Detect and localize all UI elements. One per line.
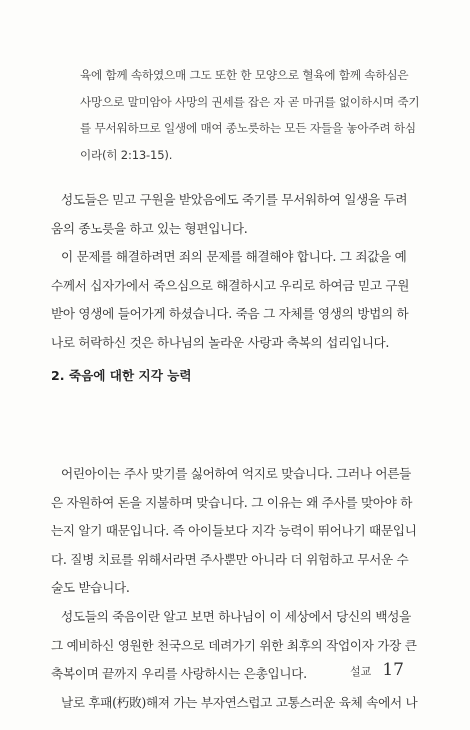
text-line: 은 자원하여 돈을 지불하며 맞습니다. 그 이유는 왜 주사를 맞아야 하 [51,494,413,510]
text-line: 는지 알기 때문입니다. 즉 아이들보다 지각 능력이 뛰어나기 때문입니 [51,523,417,539]
page-footer [350,660,404,680]
running-footer-label: 설교 [350,665,372,678]
text-line: 날로 후패(朽敗)해져 가는 부자연스럽고 고통스러운 육체 속에서 나 [61,694,418,710]
text-line: 축복이며 끝까지 우리를 사랑하시는 은총입니다. [51,666,307,682]
text-line: 수께서 십자가에서 죽으심으로 해결하시고 우리로 하여금 믿고 구원 [51,277,410,293]
text-line: 성도들은 믿고 구원을 받았음에도 죽기를 무서워하여 일생을 두려 [61,192,408,207]
text-line: 이 문제를 해결하려면 죄의 문제를 해결해야 합니다. 그 죄값을 예 [61,249,407,265]
text-line: 그 예비하신 영원한 천국으로 데려가기 위한 최후의 작업이자 가장 큰 [51,637,417,653]
quote-line: 육에 함께 속하였으매 그도 또한 한 모양으로 혈육에 함께 속하심은 [80,68,409,82]
text-line: 나로 허락하신 것은 하나님의 놀라운 사랑과 축복의 섭리입니다. [51,334,390,350]
page-number: 17 [382,660,404,680]
paragraph-block-1 [51,186,426,358]
scripture-quote [80,62,420,168]
section-heading: 2. 죽음에 대한 지각 능력 [51,368,192,383]
quote-line: 를 무서워하므로 일생에 매여 종노릇하는 모든 자들을 놓아주려 하심 [80,121,416,135]
text-line: 다. 질병 치료를 위해서라면 주사뿐만 아니라 더 위험하고 무서운 수 [51,551,409,567]
quote-line: 이라(히 2:13-15). [80,147,173,162]
text-line: 술도 받습니다. [51,580,130,596]
text-line: 성도들의 죽음이란 알고 보면 하나님이 이 세상에서 당신의 백성을 [61,608,411,624]
text-line: 움의 종노릇을 하고 있는 형편입니다. [51,220,248,236]
text-line: 받아 영생에 들어가게 하셨습니다. 죽음 그 자체를 영생의 방법의 하 [51,306,409,322]
quote-line: 사망으로 말미암아 사망의 권세를 잡은 자 곧 마귀를 없이하시며 죽기 [80,94,420,109]
text-line: 어린아이는 주사 맞기를 싫어하여 억지로 맞습니다. 그러나 어른들 [61,466,411,481]
